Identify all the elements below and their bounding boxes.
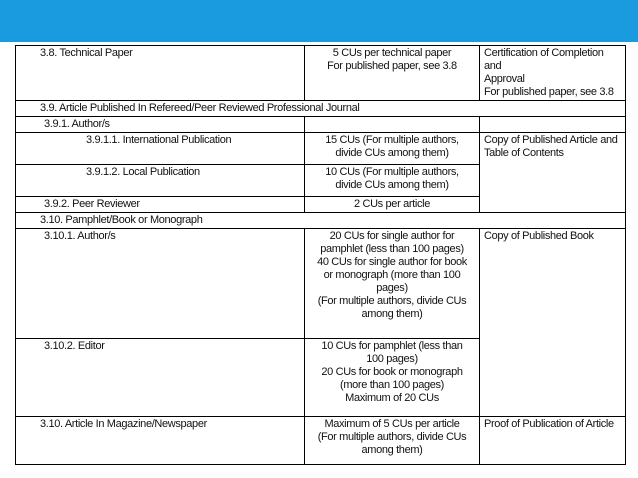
cpd-units-table — [15, 45, 626, 465]
credit-line: 15 CUs (For multiple authors, — [325, 134, 459, 146]
requirement-line: For published paper, see 3.8 — [484, 86, 614, 98]
table-row — [16, 101, 626, 117]
requirement-line: Proof of Publication of Article — [484, 418, 614, 430]
header-banner — [0, 0, 638, 42]
table-row — [16, 46, 626, 101]
credit-line: divide CUs among them) — [335, 147, 449, 159]
credit-cell — [305, 229, 480, 339]
program-cell: 3.10.2. Editor — [16, 339, 305, 417]
section-heading-cell: 3.10. Pamphlet/Book or Monograph — [16, 213, 626, 229]
requirement-cell — [480, 46, 626, 101]
credit-line: 5 CUs per technical paper — [332, 47, 452, 59]
credit-line: 40 CUs for single author for book — [317, 256, 467, 268]
credit-line: pamphlet (less than 100 pages) — [320, 243, 464, 255]
requirement-cell — [480, 133, 626, 213]
table-row — [16, 117, 626, 133]
credit-line: 10 CUs for pamphlet (less than — [321, 340, 463, 352]
credit-cell — [305, 133, 480, 165]
table-row — [16, 229, 626, 339]
requirement-line: Table of Contents — [484, 147, 564, 159]
requirement-line: Approval — [484, 73, 525, 85]
credit-cell — [305, 165, 480, 197]
requirement-cell — [480, 417, 626, 465]
program-cell: 3.9.2. Peer Reviewer — [16, 197, 305, 213]
table-row — [16, 213, 626, 229]
credit-line: (more than 100 pages) — [340, 379, 444, 391]
credit-cell: 2 CUs per article — [305, 197, 480, 213]
credit-line: among them) — [361, 444, 423, 456]
credit-line: 100 pages) — [366, 353, 418, 365]
credit-line: 20 CUs for single author for — [329, 230, 455, 242]
program-cell: 3.10.1. Author/s — [16, 229, 305, 339]
table-row — [16, 417, 626, 465]
credit-line: among them) — [361, 308, 423, 320]
requirement-line: Copy of Published Article and — [484, 134, 618, 146]
credit-line: pages) — [376, 282, 408, 294]
credit-line: (For multiple authors, divide CUs — [317, 431, 467, 443]
credit-line: Maximum of 5 CUs per article — [324, 418, 460, 430]
credit-cell — [305, 117, 480, 133]
program-cell: 3.10. Article In Magazine/Newspaper — [16, 417, 305, 465]
credit-line: or monograph (more than 100 — [323, 269, 461, 281]
requirement-line: Certification of Completion and — [484, 47, 604, 72]
credit-line: Maximum of 20 CUs — [345, 392, 439, 404]
credit-line: (For multiple authors, divide CUs — [317, 295, 467, 307]
program-cell: 3.9.1.1. International Publication — [16, 133, 305, 165]
credit-line: 20 CUs for book or monograph — [321, 366, 463, 378]
requirement-cell — [480, 229, 626, 417]
credit-line: divide CUs among them) — [335, 179, 449, 191]
table-row — [16, 133, 626, 165]
credit-cell — [305, 46, 480, 101]
section-heading-cell: 3.9. Article Published In Refereed/Peer Reviewed Professional Journal — [16, 101, 626, 117]
requirement-line: Copy of Published Book — [484, 230, 594, 242]
program-cell: 3.9.1.2. Local Publication — [16, 165, 305, 197]
program-cell: 3.9.1. Author/s — [16, 117, 305, 133]
requirement-cell — [480, 117, 626, 133]
credit-line: 10 CUs (For multiple authors, — [325, 166, 459, 178]
program-cell: 3.8. Technical Paper — [16, 46, 305, 101]
credit-cell — [305, 339, 480, 417]
credit-line: For published paper, see 3.8 — [327, 60, 457, 72]
credit-cell — [305, 417, 480, 465]
